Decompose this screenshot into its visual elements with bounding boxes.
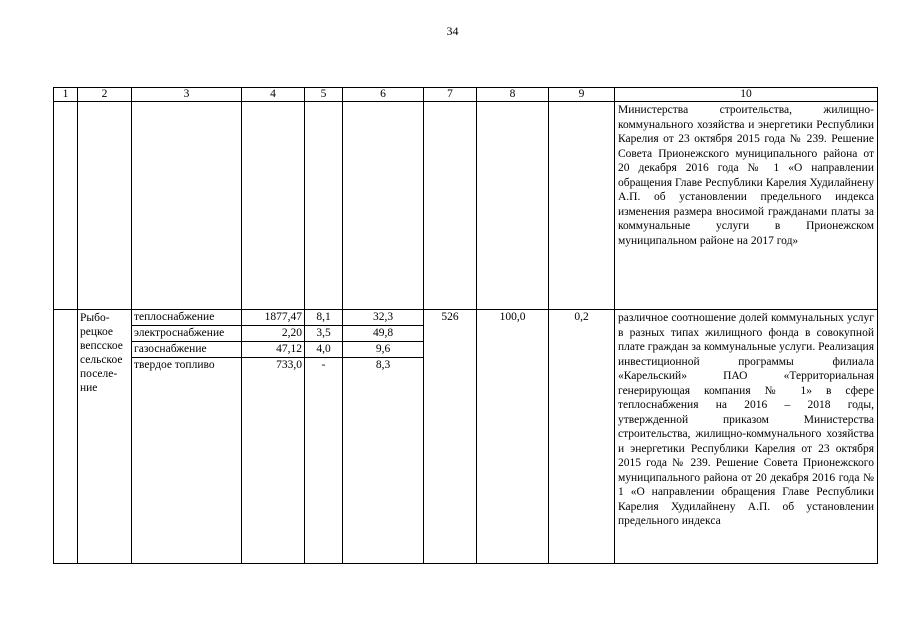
column-number: 8 — [477, 88, 549, 102]
empty-cell — [305, 102, 343, 310]
column-6-values — [343, 310, 424, 564]
service-list — [132, 310, 242, 564]
value-cell: 47,12 — [242, 342, 304, 358]
value-cell: - — [321, 359, 326, 371]
settlement-name: Рыбо-рецкое вепсское сельское поселе-ние — [78, 310, 132, 564]
empty-cell — [424, 102, 477, 310]
page-number: 34 — [446, 24, 459, 38]
value-cell: 4,0 — [305, 342, 342, 358]
empty-cell — [343, 102, 424, 310]
value-cell: 3,5 — [305, 326, 342, 342]
table-row — [54, 310, 878, 564]
empty-cell — [54, 102, 78, 310]
value-cell: 100,0 — [477, 310, 549, 564]
tariff-table — [53, 87, 878, 564]
empty-cell — [132, 102, 242, 310]
column-number: 6 — [343, 88, 424, 102]
value-cell: 49,8 — [343, 326, 423, 342]
column-number: 1 — [54, 88, 78, 102]
value-cell: 32,3 — [343, 310, 423, 326]
column-number: 5 — [305, 88, 343, 102]
empty-cell — [549, 102, 615, 310]
empty-cell — [54, 310, 78, 564]
value-cell: 2,20 — [242, 326, 304, 342]
justification-text: Министерства строительства, жилищно-коммунального хозяйства и энергетики Республики Карелия от 23 октября 2015 года № 239. Решение Совета Прионежского муниципального района от 20 декабря 2016 года № 1 «О направлении обращения Главе Республики Карелия Худилайнену А.П. об установлении предельного индекса изменения размера вносимой гражданами платы за коммунальные услуги в Прионежском муниципальном районе на 2017 год» — [615, 102, 878, 310]
value-cell: 0,2 — [549, 310, 615, 564]
column-4-values — [242, 310, 305, 564]
column-number: 7 — [424, 88, 477, 102]
column-number-row — [54, 88, 878, 102]
column-5-values — [305, 310, 343, 564]
value-cell: 8,1 — [305, 310, 342, 326]
column-number: 10 — [615, 88, 878, 102]
column-number: 9 — [549, 88, 615, 102]
service-name: теплоснабжение — [132, 310, 241, 326]
table-row — [54, 102, 878, 310]
service-name: электроснабжение — [132, 326, 241, 342]
column-number: 3 — [132, 88, 242, 102]
value-cell: 8,3 — [375, 359, 391, 371]
service-name: твердое топливо — [134, 359, 215, 371]
column-number: 2 — [78, 88, 132, 102]
service-name: газоснабжение — [132, 342, 241, 358]
justification-text: различное соотношение долей коммунальных услуг в разных типах жилищного фонда в совокупной плате граждан за коммунальные услуги. Реализация инвестиционной программы филиала «Карельский» ПАО «Территориальная генерирующая компания № 1» в сфере теплоснабжения на 2016 – 2018 годы, утвержденной приказом Министерства строительства, жилищно-коммунального хозяйства и энергетики Республики Карелия от 23 октября 2015 года № 239. Решение Совета Прионежского муниципального района от 20 декабря 2016 года № 1 «О направлении обращения Главе Республики Карелия Худилайнену А.П. об установлении предельного индекса — [615, 310, 878, 564]
value-cell: 733,0 — [276, 359, 302, 371]
empty-cell — [477, 102, 549, 310]
value-cell: 1877,47 — [242, 310, 304, 326]
empty-cell — [242, 102, 305, 310]
value-cell: 9,6 — [343, 342, 423, 358]
column-number: 4 — [242, 88, 305, 102]
empty-cell — [78, 102, 132, 310]
value-cell: 526 — [424, 310, 477, 564]
